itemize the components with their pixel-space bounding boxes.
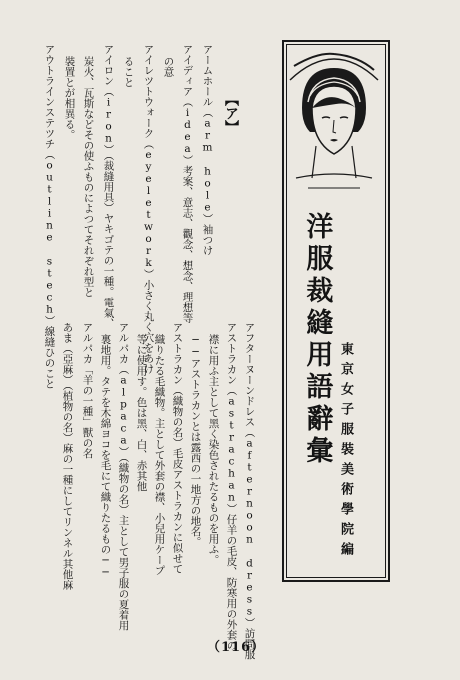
left-entry: アイレツトウォーク（eyeletwork）小さく丸く穴をあけ: [142, 44, 155, 374]
left-entry: アイロン（iron）（裁縫用具）ヤキゴテの一種。電氣、: [102, 44, 115, 329]
right-entry: 裏地用。タテを木綿ヨコを毛にて織りたるもの──: [99, 334, 112, 579]
right-entry: あま（亞麻）（植物の名）麻の一種にしてリンネル其他麻: [61, 322, 74, 590]
right-entry: アフターヌーンドレス（afternoon dress）訪問服: [243, 322, 256, 660]
left-entry: ること: [122, 56, 135, 88]
right-entry: 等に使用す。色は黑、白、赤其他: [135, 334, 148, 492]
right-entry: アルパカ（alpaca）（織物の名）主として男子服の夏着用: [117, 322, 130, 631]
right-entry: アストラカン（織物の名）毛皮アストラカンに似せて: [171, 322, 184, 574]
left-entry: アイディア（idea）考案、意志、觀念、想念、理想等: [181, 44, 194, 323]
left-entry: 炭火、瓦斯などその使ふものによつてそれぞれ型と: [82, 56, 95, 298]
section-heading: 【ア】: [223, 92, 239, 135]
page-number: （116）: [207, 640, 266, 655]
right-entry: 襟に用ふ主として黑く染色されたるものを用ふ。: [207, 334, 220, 565]
right-entry: アストラカン（astrachan）仔羊の毛皮、防寒用の外套の: [225, 322, 238, 651]
left-entry: 裝置とが相異る。: [63, 56, 76, 140]
right-entry: アルパカ「羊の一種」獸の名: [81, 322, 94, 459]
left-entry: アウトラインステツチ（outline stech）線縫ひのこと: [43, 44, 56, 389]
right-entry: 織りたる毛織物。主として外套の襟、小兒用ケープ: [153, 334, 166, 576]
book-title: 洋服裁縫用語辭彙: [301, 212, 333, 468]
woman-head-illustration: [288, 46, 380, 196]
left-entry: の意: [162, 56, 175, 77]
publisher-name: 東京女子服裝美術學院編: [338, 342, 353, 562]
left-entry: アームホール（arm hole）袖つけ: [201, 44, 214, 256]
right-entry: ──アストラカンとは露西の一地方の地名。: [189, 334, 202, 547]
